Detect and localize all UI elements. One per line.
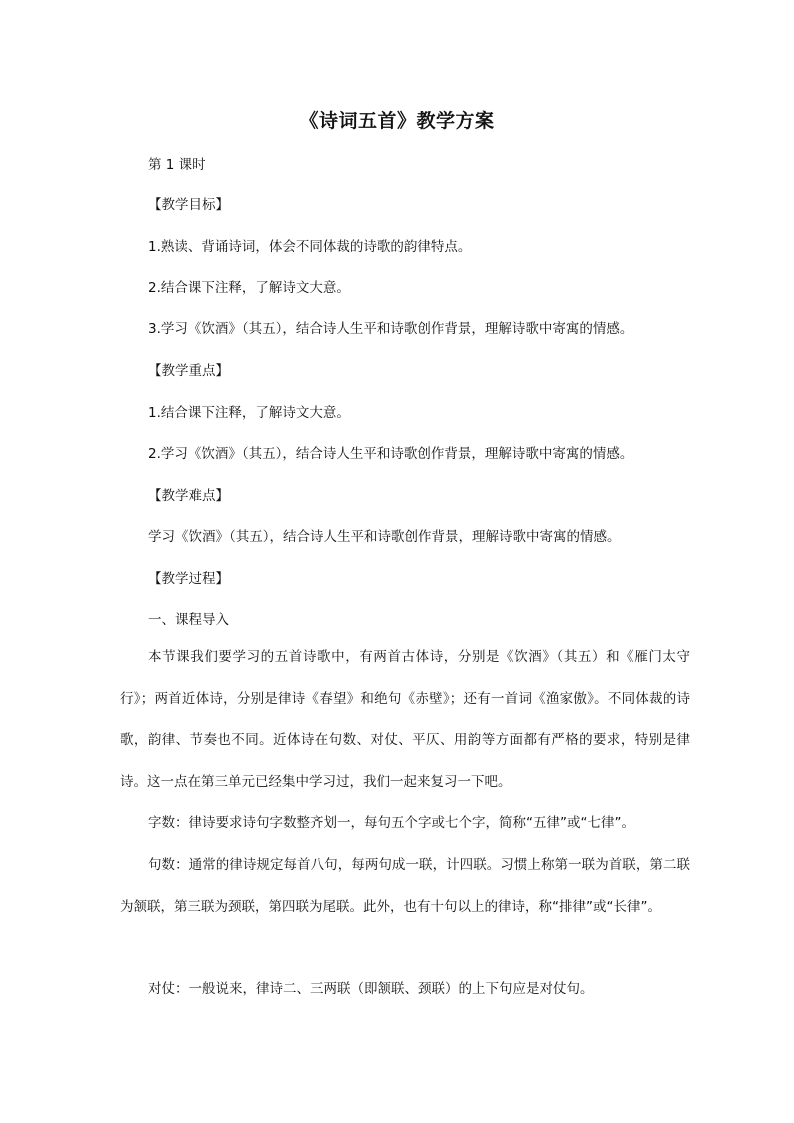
paragraph: 句数：通常的律诗规定每首八句，每两句成一联，计四联。习惯上称第一联为首联，第二联为颔联，第三联为颈联，第四联为尾联。此外，也有十句以上的律诗，称“排律”或“长律”。 <box>120 857 690 915</box>
difficulty-text: 学习《饮酒》（其五），结合诗人生平和诗歌创作背景，理解诗歌中寄寓的情感。 <box>148 529 621 545</box>
document-title: 《诗词五首》教学方案 <box>299 110 495 132</box>
key-heading: 【教学重点】 <box>148 363 229 379</box>
key-item: 1.结合课下注释，了解诗文大意。 <box>148 405 350 421</box>
lesson-period: 第 1 课时 <box>148 157 206 173</box>
goal-item: 1.熟读、背诵诗词，体会不同体裁的诗歌的韵律特点。 <box>148 239 472 255</box>
difficulty-heading: 【教学难点】 <box>148 488 229 504</box>
paragraph: 本节课我们要学习的五首诗歌中，有两首古体诗，分别是《饮酒》（其五）和《雁门太守行》；两首近体诗，分别是律诗《春望》和绝句《赤壁》；还有一首词《渔家傲》。不同体裁的诗歌，韵律、节奏也不同。近体诗在句数、对仗、平仄、用韵等方面都有严格的要求，特别是律诗。这一点在第三单元已经集中学习过，我们一起来复习一下吧。 <box>120 649 690 790</box>
paragraph: 对仗：一般说来，律诗二、三两联（即颔联、颈联）的上下句应是对仗句。 <box>148 981 594 997</box>
paragraph: 字数：律诗要求诗句字数整齐划一，每句五个字或七个字，简称“五律”或“七律”。 <box>148 815 635 831</box>
goal-item: 3.学习《饮酒》（其五），结合诗人生平和诗歌创作背景，理解诗歌中寄寓的情感。 <box>148 321 634 337</box>
section-intro: 一、课程导入 <box>148 612 229 628</box>
goals-heading: 【教学目标】 <box>148 197 229 213</box>
process-heading: 【教学过程】 <box>148 571 229 587</box>
key-item: 2.学习《饮酒》（其五），结合诗人生平和诗歌创作背景，理解诗歌中寄寓的情感。 <box>148 446 634 462</box>
goal-item: 2.结合课下注释，了解诗文大意。 <box>148 280 350 296</box>
